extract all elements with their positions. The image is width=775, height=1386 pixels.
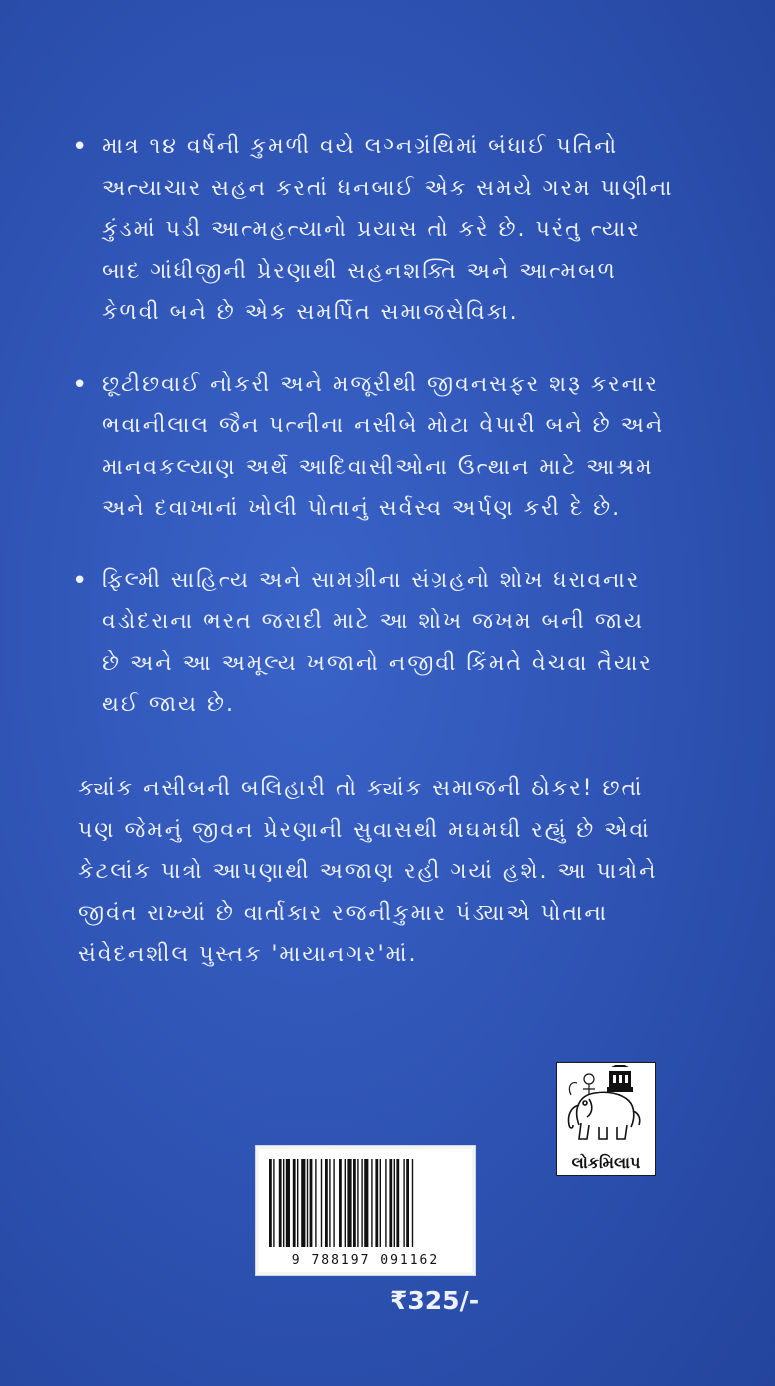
text-line: વડોદરાના ભરત જરાદી માટે આ શોખ જખમ બની જાય: [102, 609, 645, 634]
barcode-bars-icon: [269, 1159, 462, 1247]
text-line: ભવાનીલાલ જૈન પત્નીના નસીબે મોટા વેપારી બને છે અને: [102, 413, 665, 438]
price-label: ₹325/-: [390, 1286, 480, 1315]
text-line: કુંડમાં પડી આત્મહત્યાનો પ્રયાસ તો કરે છે. પરંતુ ત્યાર: [102, 217, 641, 242]
text-line: માત્ર ૧૪ વર્ષની કુમળી વયે લગ્નગ્રંથિમાં બંધાઈ પતિનો: [102, 134, 619, 159]
text-line: માનવકલ્યાણ અર્થે આદિવાસીઓના ઉત્થાન માટે આશ્રમ: [102, 454, 654, 480]
text-line: છૂટીછવાઈ નોકરી અને મજૂરીથી જીવનસફર શરૂ કરનાર: [102, 371, 659, 397]
synopsis-bullet-1: [72, 126, 672, 334]
text-line: છે અને આ અમૂલ્ય ખજાનો નજીવી કિંમતે વેચવા તૈયાર: [102, 650, 653, 676]
isbn-barcode: [256, 1146, 475, 1275]
text-line: ફિલ્મી સાહિત્ય અને સામગ્રીના સંગ્રહનો શોખ ધરાવનાર: [102, 567, 641, 593]
bullet-icon: •: [72, 132, 88, 162]
publisher-logo: [556, 1062, 656, 1176]
text-line: કેળવી બને છે એક સમર્પિત સમાજસેવિકા.: [102, 300, 519, 325]
closing-paragraph: [78, 768, 698, 976]
text-line: જીવંત રાખ્યાં છે વાર્તાકાર રજનીકુમાર પંડ્યાએ પોતાના: [78, 900, 609, 926]
synopsis-bullet-2: [72, 364, 672, 530]
text-line: કેટલાંક પાત્રો આપણાથી અજાણ રહી ગયાં હશે. આ પાત્રોને: [78, 859, 658, 884]
text-line: અને દવાખાનાં ખોલી પોતાનું સર્વસ્વ અર્પણ કરી દે છે.: [102, 496, 622, 521]
elephant-logo-icon: [559, 1065, 653, 1145]
text-line: થઈ જાય છે.: [102, 692, 236, 717]
bullet-icon: •: [72, 369, 88, 400]
bullet-icon: •: [72, 565, 88, 596]
text-line: સંવેદનશીલ પુસ્તક 'માયાનગર'માં.: [78, 942, 418, 967]
synopsis-bullets: [72, 126, 672, 756]
synopsis-bullet-3: [72, 560, 672, 726]
text-line: અત્યાચાર સહન કરતાં ધનબાઈ એક સમયે ગરમ પાણીના: [102, 175, 674, 201]
isbn-number: 9 788197 091162: [291, 1253, 440, 1268]
publisher-name: લોકમિલાપ: [571, 1153, 641, 1172]
text-line: ક્યાંક નસીબની બલિહારી તો ક્યાંક સમાજની ઠોકર! છતાં: [78, 776, 644, 801]
text-line: પણ જેમનું જીવન પ્રેરણાની સુવાસથી મઘમઘી રહ્યું છે એવાં: [78, 817, 651, 843]
text-line: બાદ ગાંધીજીની પ્રેરણાથી સહનશક્તિ અને આત્મબળ: [102, 258, 617, 284]
